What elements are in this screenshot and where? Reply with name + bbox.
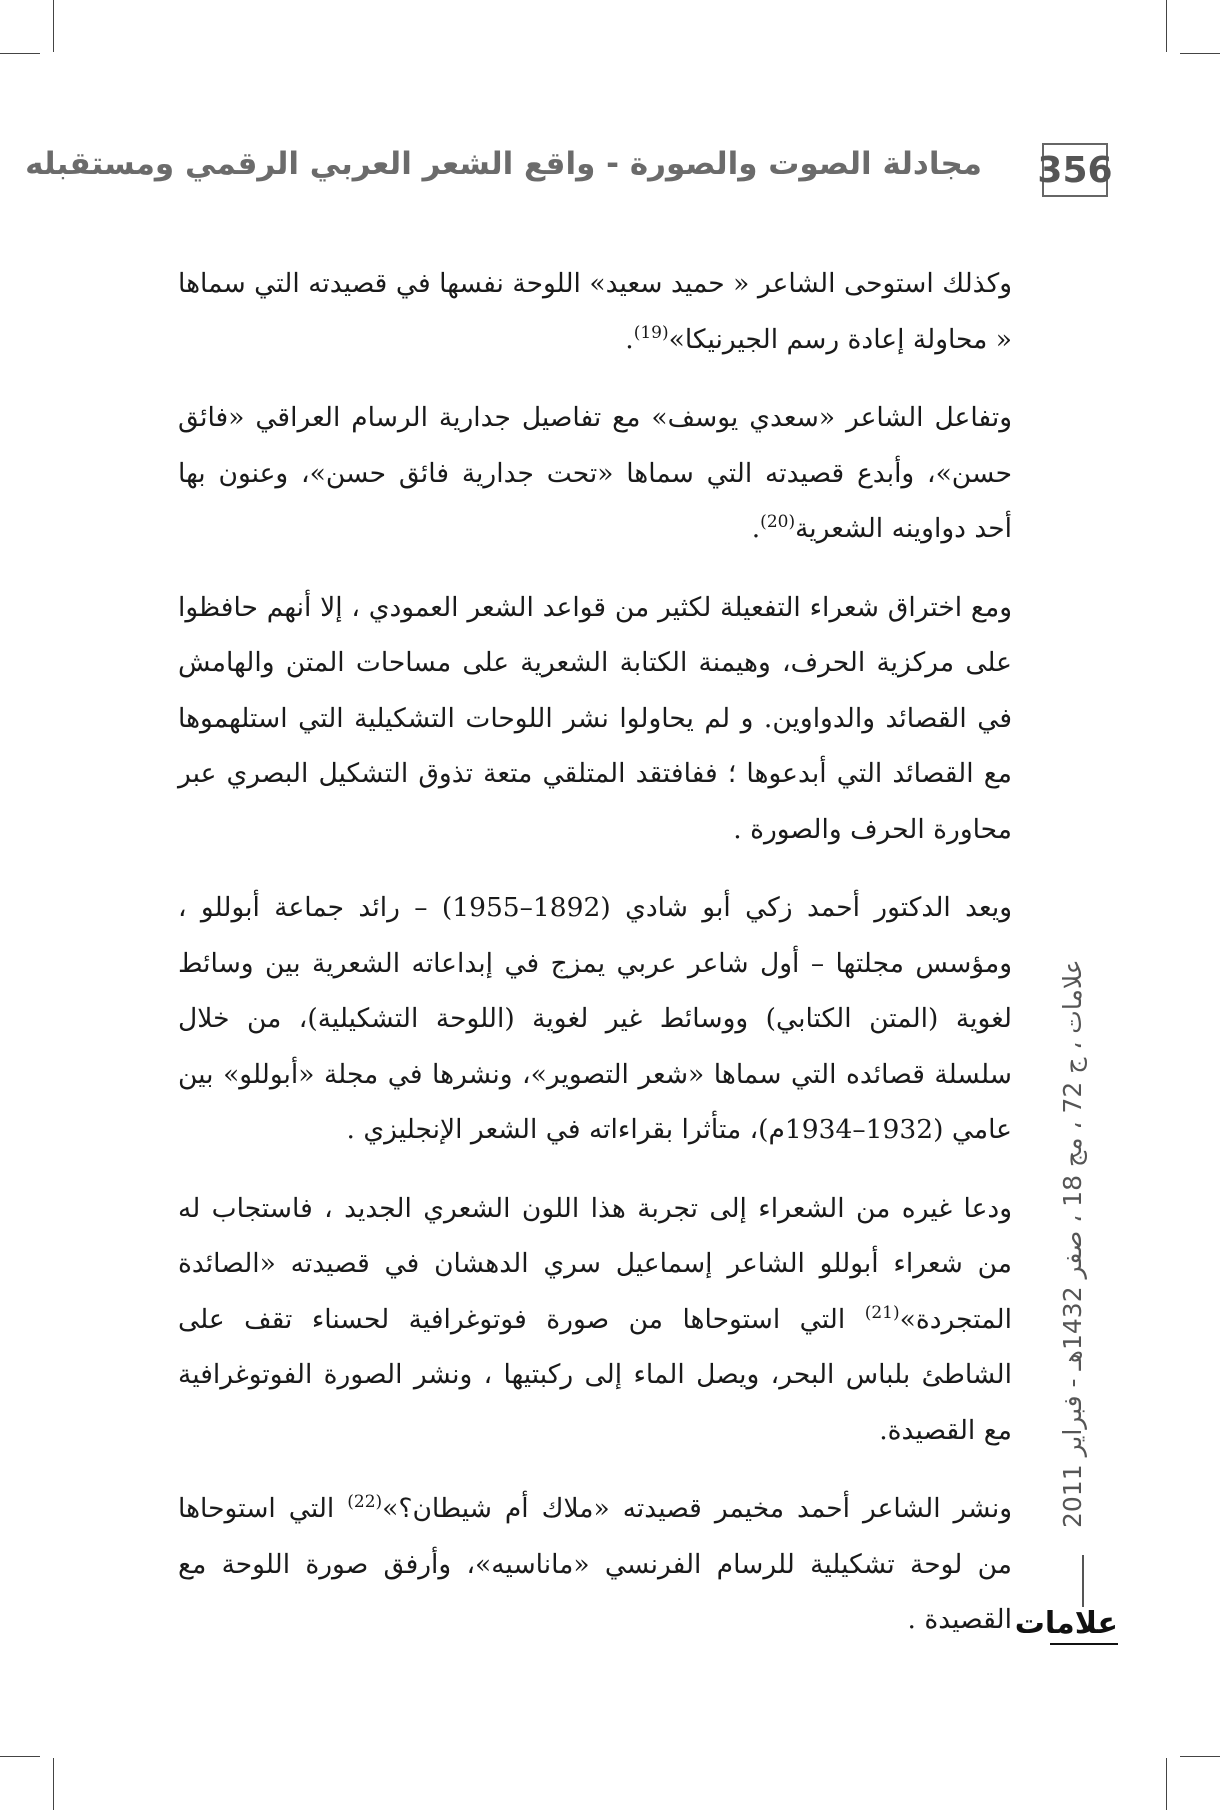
footnote-ref[interactable]: (20) xyxy=(760,512,796,533)
crop-mark xyxy=(1180,53,1220,54)
footnote-ref[interactable]: (22) xyxy=(347,1492,383,1513)
page-number: 356 xyxy=(1042,143,1108,197)
paragraph: وتفاعل الشاعر «سعدي يوسف» مع تفاصيل جدارية الرسام العراقي «فائق حسن»، وأبدع قصيدته التي سماها «تحت جدارية فائق حسن»، وعنون بها أحد دواوينه الشعرية$^{(20)}$. xyxy=(178,402,1012,544)
footnote-ref[interactable]: (21) xyxy=(864,1302,900,1323)
crop-mark xyxy=(53,1758,54,1810)
crop-mark xyxy=(0,53,40,54)
footnote-ref[interactable]: (19) xyxy=(633,322,669,343)
crop-mark xyxy=(1166,1758,1167,1810)
running-header: مجادلة الصوت والصورة - واقع الشعر العربي الرقمي ومستقبله xyxy=(25,146,982,182)
crop-mark xyxy=(1180,1756,1220,1757)
sidebar-divider xyxy=(1082,1555,1084,1607)
paragraph: ودعا غيره من الشعراء إلى تجربة هذا اللون الشعري الجديد ، فاستجاب له من شعراء أبوللو الشاعر إسماعيل سري الدهشان في قصيدته «الصائدة المتجردة»$^{(21)}$ التي استوحاها من صورة فوتوغرافية لحسناء تقف على الشاطئ بلباس البحر، ويصل الماء إلى ركبتيها ، ونشر الصورة الفوتوغرافية مع القصيدة. xyxy=(178,1192,1012,1446)
crop-mark xyxy=(0,1756,40,1757)
journal-info: علامات ، ج 72 ، مج 18 ، صفر 1432هـ - فبراير 2011 xyxy=(1058,959,1087,1528)
paragraph: ومع اختراق شعراء التفعيلة لكثير من قواعد الشعر العمودي ، إلا أنهم حافظوا على مركزية الحرف، وهيمنة الكتابة الشعرية على مساحات المتن والهامش في القصائد والدواوين. و لم يحاولوا نشر اللوحات التشكيلية التي استلهموها مع القصائد التي أبدعوها ؛ ففافتقد المتلقي متعة تذوق التشكيل البصري عبر محاورة الحرف والصورة . xyxy=(178,591,1012,845)
article-body xyxy=(178,256,1012,1671)
paragraph: ويعد الدكتور أحمد زكي أبو شادي (1892–1955) – رائد جماعة أبوللو ، ومؤسس مجلتها – أول شاعر عربي يمزج في إبداعاته الشعرية بين وسائط لغوية (المتن الكتابي) ووسائط غير لغوية (اللوحة التشكيلية)، من خلال سلسلة قصائده التي سماها «شعر التصوير»، ونشرها في مجلة «أبوللو» بين عامي (1932–1934م)، متأثرا بقراءاته في الشعر الإنجليزي . xyxy=(178,892,1012,1145)
paragraph: ونشر الشاعر أحمد مخيمر قصيدته «ملاك أم شيطان؟»$^{(22)}$ التي استوحاها من لوحة تشكيلية للرسام الفرنسي «ماناسيه»، وأرفق صورة اللوحة مع القصيدة . xyxy=(178,1492,1012,1635)
paragraph: وكذلك استوحى الشاعر « حميد سعيد» اللوحة نفسها في قصيدته التي سماها « محاولة إعادة رسم الجيرنيكا»$^{(19)}$. xyxy=(178,268,1012,355)
crop-mark xyxy=(1166,0,1167,52)
crop-mark xyxy=(53,0,54,52)
journal-logo: علامات xyxy=(1050,1605,1118,1645)
